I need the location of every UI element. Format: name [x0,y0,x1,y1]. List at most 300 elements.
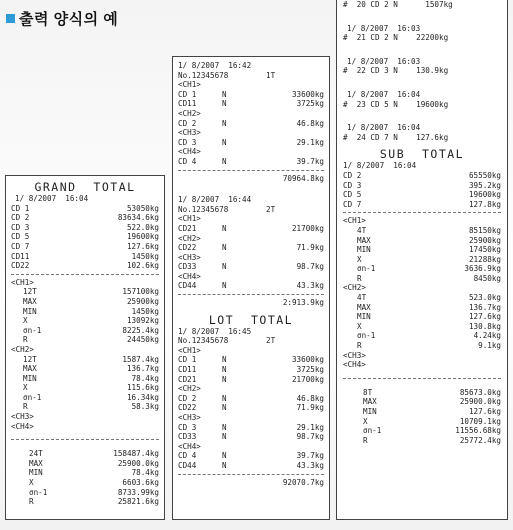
data-row [11,252,159,262]
grand-total-cd-list [11,204,159,271]
data-row [178,272,324,282]
data-row [343,388,501,398]
row-value [252,346,324,356]
row-value [252,384,324,394]
lot-total-rows [178,346,324,471]
data-row [343,303,501,313]
data-row [343,200,501,210]
row-flag: N [222,451,227,461]
row-value: 85150kg [468,225,501,235]
row-code: CD33 [178,262,197,272]
row-value: 39.7kg [296,451,324,461]
row-value: 29.1kg [296,422,324,432]
row-value: 10709.1kg [459,416,501,426]
row-value: 523.0kg [468,293,501,303]
row-value: 98.7kg [296,262,324,272]
row-value: 395.2kg [468,180,501,190]
row-label: MIN [363,407,377,416]
row-label: CD 5 [343,190,362,200]
row-code: CD22 [178,243,197,253]
data-row [343,417,501,427]
row-value [252,234,324,244]
row-value: 21288kg [468,254,501,264]
row-flag: N [222,89,227,99]
row-value: 16.34kg [126,392,159,402]
row-code: <CH1> [178,80,201,90]
data-row [343,171,501,181]
row-value: 43.3kg [296,460,324,470]
row-flag: N [222,118,227,128]
row-value [252,147,324,157]
data-row [178,109,324,119]
row-value: 25821.6kg [117,497,159,507]
data-row [178,413,324,423]
data-row [178,442,324,452]
row-code: CD21 [178,223,197,233]
data-row [178,403,324,413]
row-label: 4T [357,293,367,303]
divider [343,212,501,213]
row-value: 83634.6kg [117,213,159,223]
row-code: CD 4 [178,451,197,461]
row-label: CD 5 [11,232,30,242]
row-code: CD 1 [178,89,197,99]
record-1-total: 70964.8kg [282,173,324,183]
row-label: MAX [29,458,43,468]
data-row [178,253,324,263]
data-row [343,331,501,341]
data-row [343,190,501,200]
row-value: 39.7kg [296,156,324,166]
row-flag: N [222,262,227,272]
data-row [343,264,501,274]
row-label: MAX [363,397,377,407]
row-value: 157100kg [122,287,159,297]
row-code: <CH4> [178,147,201,157]
row-flag [222,413,252,423]
lot-total-sum: 92070.7kg [282,477,324,487]
row-label: CD 2 [343,170,362,180]
row-value: 19600kg [126,232,159,242]
row-label: MAX [357,235,371,245]
record-2-rows [178,214,324,291]
entry-date: 1/ 8/2007 16:03 [347,23,421,33]
row-code: <CH1> [178,214,201,224]
row-value: 1450kg [131,251,159,261]
row-value: 522.0kg [126,222,159,232]
grand-total-ch1-stats [11,287,159,345]
record-1-date: 1/ 8/2007 16:42 [178,61,252,70]
grand-total-ch2-stats [11,355,159,413]
entry-line: # 22 CD 3 N 130.9kg [343,66,449,76]
data-row [11,307,159,317]
data-row [178,375,324,385]
row-flag [222,214,252,224]
data-row [11,374,159,384]
row-label: X [29,478,34,488]
data-row [178,99,324,109]
row-value: 25900.0kg [459,397,501,407]
row-code: <CH4> [178,271,201,281]
row-value: 8450kg [473,273,501,283]
row-value: 127.6kg [468,312,501,322]
sub-total-ch2-stats [343,293,501,351]
row-flag [222,128,252,138]
sub-total-title: SUB TOTAL [379,147,465,162]
data-row [343,397,501,407]
row-label: R [23,402,28,412]
row-value [252,413,324,423]
row-value: 53050kg [126,203,159,213]
grand-total-receipt [5,175,165,520]
row-value: 8733.99kg [117,487,159,497]
row-value: 33600kg [291,89,324,99]
data-row [343,181,501,191]
row-value: 127.6kg [468,407,501,416]
row-label: MIN [357,312,371,322]
grand-total-date: 1/ 8/2007 16:04 [15,194,89,203]
record-1-number: No.12345678 1T [178,70,276,80]
row-flag: N [222,355,227,365]
data-row [343,341,501,351]
data-row [178,90,324,100]
data-row [343,236,501,246]
row-label: R [29,497,34,507]
row-code: <CH3> [178,128,201,138]
row-flag [222,253,252,263]
row-value: 19600kg [468,190,501,200]
data-row [178,243,324,253]
data-row [11,326,159,336]
record-2-total: 2:913.9kg [282,298,324,308]
row-label: 8T [363,387,373,397]
data-row [178,394,324,404]
data-row [178,138,324,148]
row-label: 24T [29,449,43,459]
row-label: 12T [23,354,37,364]
row-label: R [363,435,368,445]
section-heading [6,8,118,29]
lot-total-title: LOT TOTAL [208,312,294,327]
divider [178,474,324,475]
data-row [178,461,324,471]
data-row [178,365,324,375]
divider [11,439,159,440]
ch3-label: <CH3> [11,412,34,422]
row-value: 33600kg [291,355,324,365]
ch4-label: <CH4> [11,421,34,431]
row-flag: N [222,432,227,442]
entry-line: # 23 CD 5 N 19600kg [343,99,449,109]
row-value [252,272,324,282]
data-row [343,407,501,417]
row-code: CD44 [178,281,197,291]
row-label: 12T [23,287,37,297]
data-row [11,297,159,307]
data-row [178,128,324,138]
data-row [343,245,501,255]
data-row [178,451,324,461]
row-code: CD11 [178,99,197,109]
row-value: 43.3kg [296,281,324,291]
lot-receipt [172,56,330,520]
data-row [343,312,501,322]
data-row [11,488,159,498]
row-flag [222,234,252,244]
row-label: CD11 [11,251,30,261]
row-flag [222,272,252,282]
data-row [178,346,324,356]
row-code: <CH1> [178,345,201,355]
row-code: CD 4 [178,156,197,166]
data-row [343,436,501,446]
row-label: MIN [357,245,371,255]
data-row [11,402,159,412]
data-row [11,287,159,297]
row-flag [222,346,252,356]
row-code: CD44 [178,460,197,470]
row-flag [222,384,252,394]
row-flag [222,147,252,157]
row-label: X [363,416,368,426]
row-value: 21700kg [291,223,324,233]
row-label: CD 2 [11,213,30,223]
row-value: 25900kg [468,235,501,245]
entry-date: 1/ 8/2007 16:04 [347,89,421,99]
data-row [11,459,159,469]
lot-total-date: 1/ 8/2007 16:45 [178,326,252,336]
data-row [11,468,159,478]
sub-total-date: 1/ 8/2007 16:04 [343,161,417,171]
row-flag: N [222,281,227,291]
row-value: 136.7kg [468,302,501,312]
row-label: X [23,316,28,326]
square-bullet-icon [6,14,15,23]
grand-total-sum-stats [11,449,159,507]
row-code: <CH3> [178,252,201,262]
row-code: CD 2 [178,118,197,128]
row-code: <CH3> [178,413,201,422]
row-flag [222,442,252,452]
row-code: CD22 [178,403,197,413]
entry-line: # 21 CD 2 N 22200kg [343,33,449,43]
row-flag: N [222,365,227,375]
row-value: 25900.0kg [117,458,159,468]
entry-date: 1/ 8/2007 16:04 [347,123,421,133]
row-value: 127.8kg [468,199,501,209]
sub-total-sum-stats [343,388,501,446]
data-row [178,214,324,224]
sub-total-cd-list [343,171,501,209]
data-row [11,213,159,223]
row-code: <CH2> [178,233,201,243]
data-row [11,335,159,345]
ch3-label: <CH3> [343,350,366,360]
row-value: 85673.0kg [459,387,501,397]
sub-total-receipt [336,0,508,520]
row-flag: N [222,374,227,384]
row-code: CD 1 [178,355,197,365]
partial-entry: # 20 CD 2 N 1507kg [343,0,453,9]
data-row [178,432,324,442]
ch1-label: <CH1> [11,277,34,287]
lot-total-number: No.12345678 2T [178,336,276,346]
row-flag [222,80,252,90]
row-value: 1450kg [131,306,159,316]
row-value: 58.3kg [131,402,159,412]
row-value: 115.6kg [126,383,159,393]
sub-total-ch1-stats [343,226,501,284]
row-value: 3725kg [296,365,324,375]
row-flag [222,109,252,119]
row-code: CD11 [178,365,197,375]
data-row [11,316,159,326]
row-code: <CH4> [178,441,201,451]
row-value: 46.8kg [296,393,324,403]
data-row [11,242,159,252]
data-row [178,423,324,433]
row-label: σn-1 [29,487,48,497]
row-value: 98.7kg [296,432,324,442]
row-value: 24450kg [126,335,159,345]
row-value: 46.8kg [296,118,324,128]
data-row [178,157,324,167]
row-flag: N [222,393,227,403]
entry-list [343,10,501,143]
data-row [178,262,324,272]
row-label: R [357,273,362,283]
row-value: 17450kg [468,245,501,255]
entry-line: # 24 CD 7 N 127.6kg [343,132,449,142]
row-label: σn-1 [357,331,376,341]
record-2-date: 1/ 8/2007 16:44 [178,195,252,205]
row-value: 4.24kg [473,331,501,341]
row-label: σn-1 [357,264,376,274]
row-value: 78.4kg [131,468,159,478]
row-value: 127.6kg [126,241,159,251]
row-code: CD 3 [178,137,197,147]
row-value: 1587.4kg [122,354,159,364]
data-row [343,426,501,436]
data-row [11,232,159,242]
row-label: X [23,383,28,393]
data-row [343,255,501,265]
row-value [252,253,324,263]
record-1-rows [178,80,324,166]
entry-date: 1/ 8/2007 16:03 [347,56,421,66]
row-flag: N [222,137,227,147]
row-label: σn-1 [363,426,382,436]
row-label: R [23,335,28,345]
divider [343,378,501,379]
record-2-number: No.12345678 2T [178,204,276,214]
row-value: 3636.9kg [464,264,501,274]
row-value: 3725kg [296,99,324,109]
row-label: MIN [29,468,43,478]
row-value: 13092kg [126,316,159,326]
row-flag: N [222,99,227,109]
row-flag: N [222,156,227,166]
row-label: CD 3 [11,222,30,232]
heading-text: 출력 양식의 예 [19,11,119,28]
divider [178,294,324,295]
row-label: MIN [23,306,37,316]
row-label: CD 1 [11,203,30,213]
row-code: CD 2 [178,393,197,403]
row-value: 71.9kg [296,243,324,253]
data-row [178,147,324,157]
row-code: CD 3 [178,422,197,432]
data-row [343,293,501,303]
row-label: CD22 [11,261,30,271]
row-value: 25772.4kg [459,435,501,445]
data-row [11,393,159,403]
data-row [178,234,324,244]
row-value: 25900kg [126,296,159,306]
row-value: 71.9kg [296,403,324,413]
row-label: X [357,321,362,331]
data-row [11,204,159,214]
row-value: 136.7kg [126,364,159,374]
data-row [11,478,159,488]
row-value [252,128,324,138]
row-label: CD 7 [343,199,362,209]
row-label: CD 7 [11,241,30,251]
data-row [11,223,159,233]
data-row [343,226,501,236]
row-code: <CH2> [178,108,201,118]
row-flag: N [222,243,227,253]
grand-total-title: GRAND TOTAL [34,180,136,194]
data-row [178,384,324,394]
row-value: 21700kg [291,374,324,384]
row-value: 102.6kg [126,261,159,271]
row-label: MIN [23,373,37,383]
data-row [11,364,159,374]
row-value: 11556.68kg [455,426,501,436]
data-row [11,355,159,365]
row-value [252,109,324,119]
row-label: 4T [357,225,367,235]
row-label: σn-1 [23,325,42,335]
row-value: 9.1kg [478,341,501,351]
ch4-label: <CH4> [343,360,366,370]
row-value [252,214,324,224]
row-value: 158487.4kg [113,449,159,459]
row-value: 6603.6kg [122,478,159,488]
ch2-label: <CH2> [11,344,34,354]
ch2-label: <CH2> [343,283,366,293]
data-row [178,224,324,234]
row-code: CD33 [178,432,197,442]
ch1-label: <CH1> [343,216,366,226]
data-row [11,383,159,393]
row-label: X [357,254,362,264]
row-label: CD 3 [343,180,362,190]
row-value: 130.8kg [468,321,501,331]
row-value: 65550kg [468,170,501,180]
row-flag: N [222,422,227,432]
row-flag: N [222,460,227,470]
data-row [11,449,159,459]
data-row [11,261,159,271]
row-flag: N [222,403,227,413]
divider [11,274,159,275]
data-row [178,119,324,129]
row-value: 78.4kg [131,373,159,383]
data-row [343,274,501,284]
row-code: CD21 [178,374,197,384]
